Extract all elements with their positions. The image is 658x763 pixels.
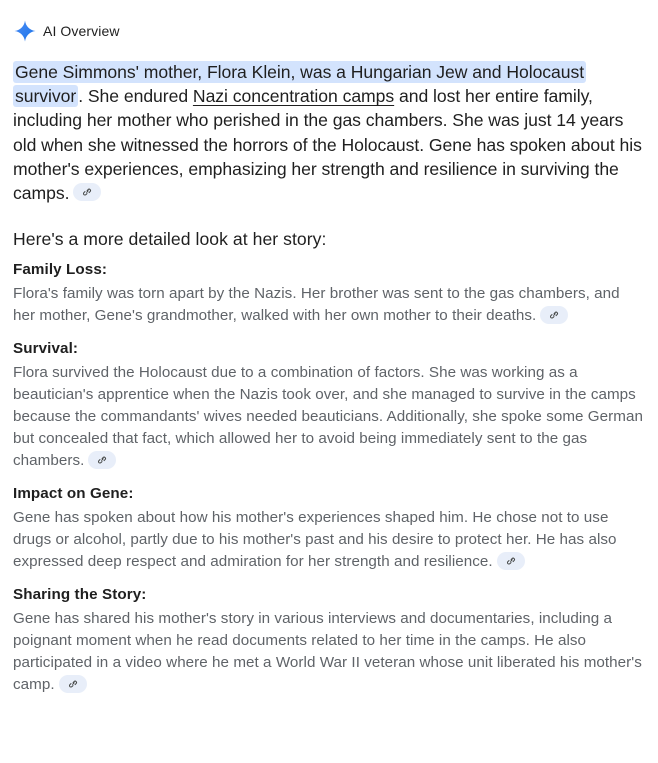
link-icon xyxy=(81,186,93,198)
ai-overview-panel xyxy=(0,15,658,763)
source-chip[interactable] xyxy=(59,675,87,693)
section-sharing-the-story xyxy=(13,584,646,696)
nazi-camps-link[interactable]: Nazi concentration camps xyxy=(192,86,395,107)
link-icon xyxy=(505,555,517,567)
ai-overview-header xyxy=(13,15,646,47)
link-icon xyxy=(548,309,560,321)
source-chip[interactable] xyxy=(497,552,525,570)
highlighted-answer[interactable]: Gene Simmons' mother, Flora Klein, was a Hungarian Jew and Holocaust survivor xyxy=(15,62,585,107)
link-icon xyxy=(67,678,79,690)
link-icon xyxy=(96,454,108,466)
source-chip[interactable] xyxy=(540,306,568,324)
details-subheading: Here's a more detailed look at her story: xyxy=(13,229,327,250)
section-title: Family Loss: xyxy=(13,261,108,279)
section-text: Flora's family was torn apart by the Nazis. Her brother was sent to the gas chambers, and her mother, Gene's grandmother, walked with her own mother to their deaths. xyxy=(13,285,620,325)
lead-text-a: . She endured xyxy=(78,86,193,107)
sparkle-icon xyxy=(13,19,37,43)
lead-text-b: and lost her entire family, including her mother who perished in the gas chambers. She was just 14 years old when she witnessed the horrors of the Holocaust. Gene has spoken about his mother's experiences, emphasizing her strength and resilience in surviving the camps. xyxy=(13,86,642,204)
section-body xyxy=(13,507,646,573)
section-family-loss xyxy=(13,259,646,327)
section-title: Sharing the Story: xyxy=(13,586,147,604)
lead-paragraph xyxy=(13,60,646,205)
section-survival xyxy=(13,338,646,472)
section-text: Gene has spoken about how his mother's experiences shaped him. He chose not to use drugs or alcohol, partly due to his mother's past and his desire to protect her. He has also expressed deep respect and admiration for her strength and resilience. xyxy=(13,509,617,571)
section-body xyxy=(13,362,646,472)
ai-overview-title: AI Overview xyxy=(43,23,120,39)
section-text: Flora survived the Holocaust due to a combination of factors. She was working as a beautician's apprentice when the Nazis took over, and she managed to survive in the camps because the commandants' wives needed beauticians. Additionally, she spoke some German but concealed that fact, which allowed her to avoid being immediately sent to the gas chambers. xyxy=(13,364,643,470)
lead-source-chip[interactable] xyxy=(73,183,101,201)
section-body xyxy=(13,283,646,327)
section-body xyxy=(13,608,646,696)
section-title: Survival: xyxy=(13,340,79,358)
source-chip[interactable] xyxy=(88,451,116,469)
section-text: Gene has shared his mother's story in various interviews and documentaries, including a poignant moment when he read documents related to her time in the camps. He also participated in a video where he met a World War II veteran whose unit liberated his mother's camp. xyxy=(13,610,642,694)
section-impact-on-gene xyxy=(13,483,646,573)
section-title: Impact on Gene: xyxy=(13,485,134,503)
